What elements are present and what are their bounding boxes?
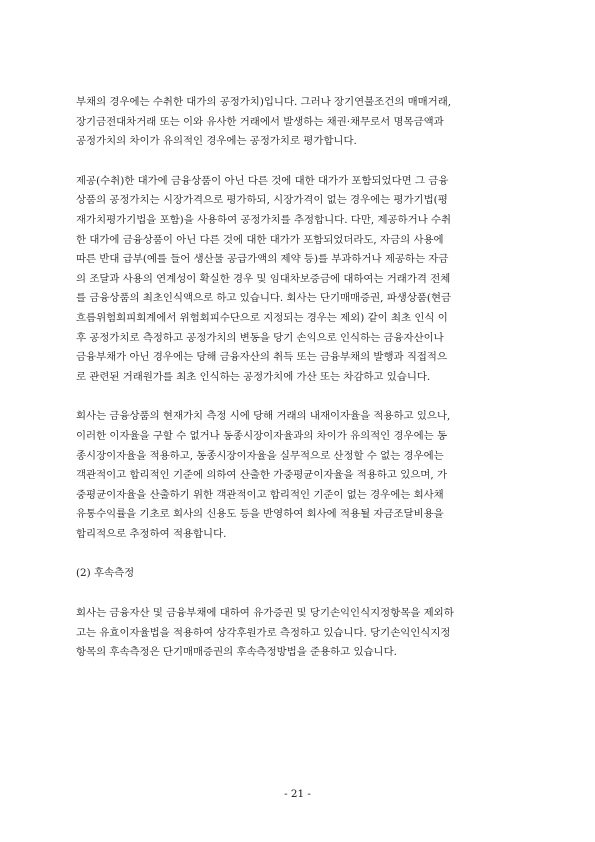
page-number: - 21 - — [284, 788, 311, 800]
paragraph-subsequent-measurement: 회사는 금융자산 및 금융부채에 대하여 유가증권 및 당기손익인식지정항목을 제외하 고는 유효이자율법을 적용하여 상각후원가로 측정하고 있습니다. 당기손익인식지정 항목의 후속측정은 단기매매증권의 후속측정방법을 준용하고 있습니다. — [76, 607, 454, 659]
section-heading-subsequent-measurement: (2) 후속측정 — [76, 567, 135, 580]
paragraph-consideration-non-financial: 제공(수취)한 대가에 금융상품이 아닌 다른 것에 대한 대가가 포함되었다면 그 금융 상품의 공정가치는 시장가격으로 평가하되, 시장가격이 없는 경우에는 평가기법(평 재가치평가기법을 포함)을 사용하여 공정가치를 추정합니다. 다만, 제공하거나 수취 한 대가에 금융상품이 아닌 다른 것에 대한 대가가 포함되었더라도, 자금의 사용에 따른 반대 급부(예를 들어 생산물 공급가액의 제약 등)를 부과하거나 제공하는 자금 의 조달과 사용의 연계성이 확실한 경우 및 임대차보증금에 대하여는 거래가격 전체 를 금융상품의 최초인식액으로 하고 있습니다. 회사는 단기매매증권, 파생상품(현금 흐름위험회피회계에서 위험회피수단으로 지정되는 경우는 제외) 같이 최초 인식 이 후 공정가치로 측정하고 공정가치의 변동을 당기 손익으로 인식하는 금융자산이나 금융부채가 아닌 경우에는 당해 금융자산의 취득 또는 금융부채의 발행과 직접적으 로 관련된 거래원가를 최초 인식하는 공정가치에 가산 또는 차감하고 있습니다. — [76, 174, 452, 383]
paragraph-fair-value-liabilities: 부채의 경우에는 수취한 대가의 공정가치)입니다. 그러나 장기연불조건의 매매거래, 장기금전대차거래 또는 이와 유사한 거래에서 발생하는 채권·채무로서 명목금액과 공정가치의 차이가 유의적인 경우에는 공정가치로 평가합니다. — [76, 96, 452, 148]
paragraph-present-value-rate: 회사는 금융상품의 현재가치 측정 시에 당해 거래의 내재이자율을 적용하고 있으나, 이러한 이자율을 구할 수 없거나 동종시장이자율과의 차이가 유의적인 경우에는 동 종시장이자율을 적용하고, 동종시장이자율을 실무적으로 산정할 수 없는 경우에는 객관적이고 합리적인 기준에 의하여 산출한 가중평균이자율을 적용하고 있으며, 가 중평균이자율을 산출하기 위한 객관적이고 합리적인 기준이 없는 경우에는 회사채 유통수익률을 기초로 회사의 신용도 등을 반영하여 회사에 적용될 자금조달비용을 합리적으로 추정하여 적용합니다. — [76, 410, 451, 540]
document-body — [76, 93, 519, 663]
